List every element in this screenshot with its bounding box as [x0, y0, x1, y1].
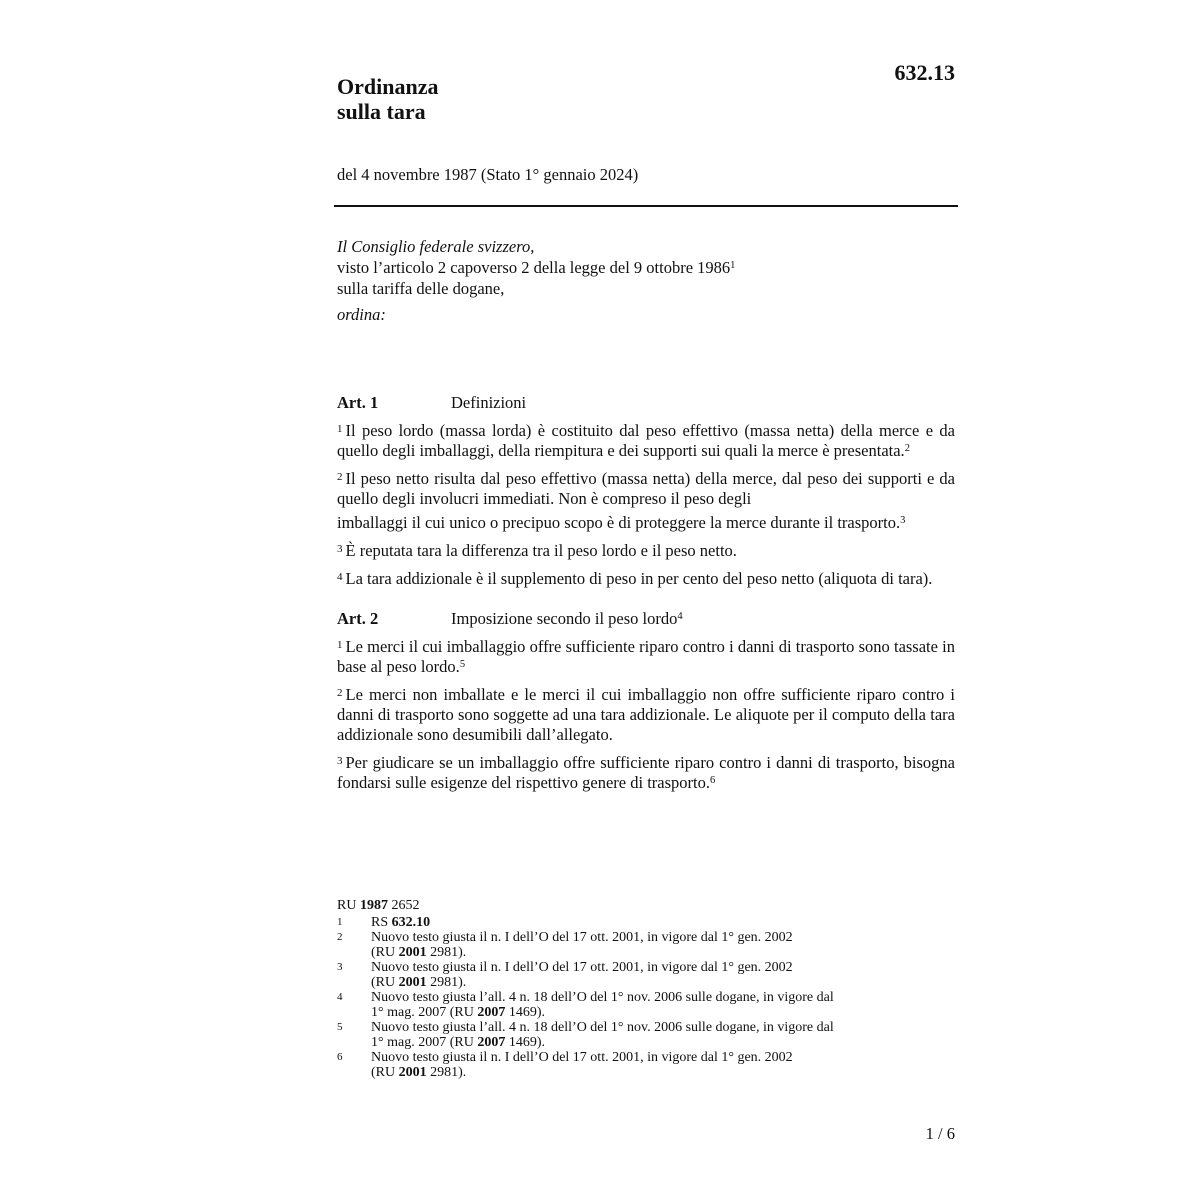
footnote-ru-prefix: 1° mag. 2007 (RU	[371, 1005, 474, 1020]
paragraph-text: imballaggi il cui unico o precipuo scopo è di proteggere la merce durante il trasporto.	[337, 513, 901, 532]
footnote-1	[337, 915, 955, 930]
paragraph-text: Per giudicare se un imballaggio offre sufficiente riparo contro i danni di trasporto, bisogna fondarsi sulle esigenze del rispettivo genere di trasporto.	[337, 753, 955, 792]
footnote-number: 1	[337, 916, 343, 928]
footnote-ref-2[interactable]: 2	[904, 443, 910, 454]
paragraph-number: 4	[337, 571, 343, 583]
footnote-ru-year: 2007	[477, 1005, 506, 1020]
footnote-body: Nuovo testo giusta l’all. 4 n. 18 dell’O del 1° nov. 2006 sulle dogane, in vigore dal	[371, 990, 834, 1005]
footnote-ru-year: 2001	[398, 975, 427, 990]
article-2-paragraph-3	[337, 753, 955, 793]
ru-reference	[337, 898, 955, 913]
footnote-text	[371, 1050, 931, 1080]
footnote-5	[337, 1020, 955, 1050]
articles	[337, 393, 955, 801]
footnote-ru-page: 1469).	[508, 1035, 545, 1050]
title-line-2: sulla tara	[337, 99, 426, 124]
footnote-text	[371, 1020, 931, 1050]
footnote-ru-prefix: (RU	[371, 945, 396, 960]
footnote-number: 5	[337, 1021, 343, 1033]
footnote-number: 2	[337, 931, 343, 943]
footnote-ru-page: 2981).	[430, 945, 467, 960]
paragraph-number: 2	[337, 471, 343, 483]
footnote-ref-1[interactable]: 1	[730, 260, 736, 271]
ru-prefix: RU	[337, 898, 357, 913]
footnote-text	[371, 960, 931, 990]
header-divider	[334, 205, 958, 207]
footnote-ref-5[interactable]: 5	[459, 659, 466, 670]
footnote-2	[337, 930, 955, 960]
footnote-ru-prefix: (RU	[371, 975, 396, 990]
paragraph-number: 3	[337, 543, 343, 555]
footnote-sr-link[interactable]: 632.10	[391, 915, 431, 930]
paragraph-number: 1	[337, 423, 343, 435]
document-date: del 4 novembre 1987 (Stato 1° gennaio 2024)	[337, 165, 639, 184]
footnote-ru-year: 2007	[477, 1035, 506, 1050]
footnote-ref-4[interactable]: 4	[677, 611, 683, 622]
ru-page: 2652	[391, 898, 420, 913]
paragraph-number: 2	[337, 687, 343, 699]
footnote-body: Nuovo testo giusta l’all. 4 n. 18 dell’O del 1° nov. 2006 sulle dogane, in vigore dal	[371, 1020, 834, 1035]
page-number: 1 / 6	[925, 1124, 955, 1143]
sr-number: 632.13	[894, 60, 955, 85]
footnote-number: 4	[337, 991, 343, 1003]
article-1-paragraph-2-cont	[337, 513, 955, 533]
article-1-paragraph-1	[337, 421, 955, 461]
footnote-ru-page: 1469).	[508, 1005, 545, 1020]
article-2-paragraph-1	[337, 637, 955, 677]
article-1-paragraph-2	[337, 469, 955, 509]
footnote-ru-year: 2001	[398, 945, 427, 960]
footnotes	[337, 898, 955, 1080]
paragraph-text: Il peso netto risulta dal peso effettivo (massa netta) della merce, dal peso dei supporti e da quello degli involucri immediati. Non è compreso il peso degli	[337, 469, 955, 508]
article-1-number: Art. 1	[337, 393, 379, 412]
footnote-text	[371, 915, 931, 930]
footnote-body: Nuovo testo giusta il n. I dell’O del 17 ott. 2001, in vigore dal 1° gen. 2002	[371, 930, 793, 945]
paragraph-number: 3	[337, 755, 343, 767]
footnote-ru-page: 2981).	[430, 975, 467, 990]
footnote-ru-prefix: 1° mag. 2007 (RU	[371, 1035, 474, 1050]
paragraph-number: 1	[337, 639, 343, 651]
article-2-paragraph-2	[337, 685, 955, 745]
ru-year: 1987	[359, 898, 388, 913]
preamble-basis-line-2: sulla tariffa delle dogane,	[337, 279, 505, 298]
footnote-ref-6[interactable]: 6	[709, 775, 716, 786]
footnote-text	[371, 930, 931, 960]
article-1-paragraph-3	[337, 541, 955, 561]
footnote-number: 6	[337, 1051, 343, 1063]
footnote-body: Nuovo testo giusta il n. I dell’O del 17 ott. 2001, in vigore dal 1° gen. 2002	[371, 1050, 793, 1065]
article-2-heading	[451, 609, 683, 629]
preamble-basis-text: visto l’articolo 2 capoverso 2 della legge del 9 ottobre 1986	[337, 258, 731, 277]
article-1-heading: Definizioni	[451, 393, 527, 412]
paragraph-text: Le merci il cui imballaggio offre sufficiente riparo contro i danni di trasporto sono tassate in base al peso lordo.	[337, 637, 955, 676]
paragraph-text: È reputata tara la differenza tra il peso lordo e il peso netto.	[345, 541, 737, 560]
footnote-3	[337, 960, 955, 990]
paragraph-text: La tara addizionale è il supplemento di peso in per cento del peso netto (aliquota di tara).	[345, 569, 933, 588]
preamble	[337, 236, 955, 325]
article-2-number: Art. 2	[337, 609, 379, 628]
preamble-ordina: ordina:	[337, 305, 386, 324]
preamble-authority: Il Consiglio federale svizzero,	[337, 237, 535, 256]
preamble-basis-line-1	[337, 257, 955, 278]
footnote-ru-prefix: (RU	[371, 1065, 396, 1080]
footnote-ru-page: 2981).	[430, 1065, 467, 1080]
footnote-prefix: RS	[371, 915, 389, 930]
footnote-6	[337, 1050, 955, 1080]
article-1	[337, 393, 955, 589]
article-2-heading-text: Imposizione secondo il peso lordo	[451, 609, 678, 628]
paragraph-text: Il peso lordo (massa lorda) è costituito dal peso effettivo (massa netta) della merce e da quello degli imballaggi, della riempitura e dei supporti sui quali la merce è presentata.	[337, 421, 955, 460]
title-line-1: Ordinanza	[337, 74, 439, 99]
document-title	[337, 74, 438, 124]
footnote-ref-3[interactable]: 3	[900, 515, 906, 526]
footnote-number: 3	[337, 961, 343, 973]
footnote-text	[371, 990, 931, 1020]
article-1-paragraph-4	[337, 569, 955, 589]
article-2	[337, 609, 955, 793]
footnote-body: Nuovo testo giusta il n. I dell’O del 17 ott. 2001, in vigore dal 1° gen. 2002	[371, 960, 793, 975]
article-2-header	[337, 609, 955, 629]
footnote-4	[337, 990, 955, 1020]
paragraph-text: Le merci non imballate e le merci il cui imballaggio non offre sufficiente riparo contro i danni di trasporto sono soggette ad una tara addizionale. Le aliquote per il computo della tara addizionale sono desumibili dall’allegato.	[337, 685, 955, 744]
footnote-ru-year: 2001	[398, 1065, 427, 1080]
article-1-header	[337, 393, 955, 413]
